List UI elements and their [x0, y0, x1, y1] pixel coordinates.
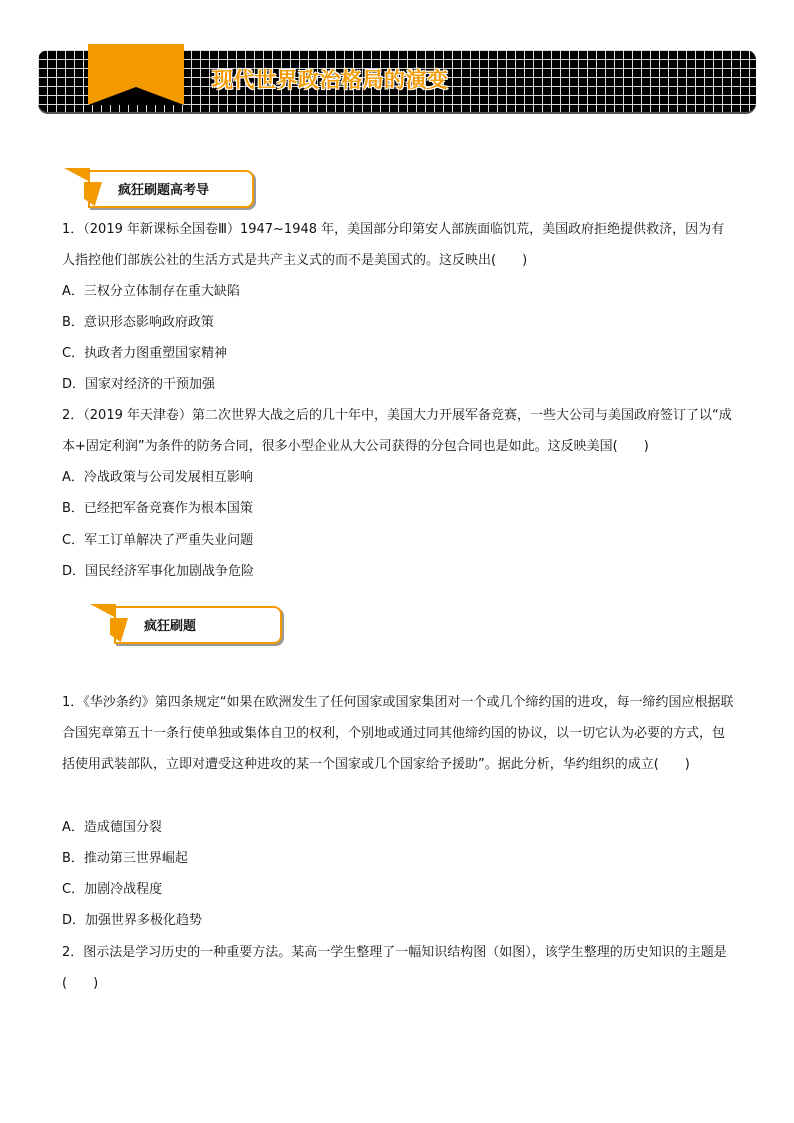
question-option: C．执政者力图重塑国家精神	[62, 346, 228, 361]
question-option: C．军工订单解决了严重失业问题	[62, 533, 254, 548]
section-label: 疯狂刷题高考导	[118, 183, 210, 198]
tag-fold-decoration	[110, 618, 128, 642]
page-title: 现代世界政治格局的演变	[212, 67, 449, 92]
question-option: A．冷战政策与公司发展相互影响	[62, 470, 253, 485]
section-tag-practice	[114, 606, 282, 644]
question-option: D．国民经济军事化加剧战争危险	[62, 564, 255, 579]
section-tag-gaokao	[88, 170, 254, 208]
question-stem: 2．（2019 年天津卷）第二次世界大战之后的几十年中，美国大力开展军备竞赛，一些大公司与美国政府签订了以“成本+固定利润”为条件的防务合同，很多小型企业从大公司获得的分包合同也是如此。这反映美国( )	[62, 408, 732, 454]
question-option: C．加剧冷战程度	[62, 882, 163, 897]
question-stem: 1．《华沙条约》第四条规定“如果在欧洲发生了任何国家或国家集团对一个或几个缔约国的进攻，每一缔约国应根据联合国宪章第五十一条行使单独或集体自卫的权利，个别地或通过同其他缔约国的协议，以一切它认为必要的方式，包括使用武装部队，立即对遭受这种进攻的某一个国家或几个国家给予援助”。据此分析，华约组织的成立( )	[62, 695, 734, 772]
question-option: B．已经把军备竞赛作为根本国策	[62, 501, 253, 516]
question-stem: 1．（2019 年新课标全国卷Ⅲ）1947~1948 年，美国部分印第安人部族面临饥荒，美国政府拒绝提供救济，因为有人指控他们部族公社的生活方式是共产主义式的而不是美国式的。这反映出( )	[62, 222, 725, 268]
banner-flag	[88, 44, 184, 104]
section-label: 疯狂刷题	[144, 619, 197, 634]
tag-tab-decoration	[64, 168, 90, 182]
question-option: B．推动第三世界崛起	[62, 851, 188, 866]
tag-fold-decoration	[84, 182, 102, 206]
tag-tab-decoration	[90, 604, 116, 618]
question-option: B．意识形态影响政府政策	[62, 315, 214, 330]
question-option: A．三权分立体制存在重大缺陷	[62, 284, 240, 299]
question-option: D．加强世界多极化趋势	[62, 913, 203, 928]
question-option: D．国家对经济的干预加强	[62, 377, 216, 392]
question-option: A．造成德国分裂	[62, 820, 162, 835]
question-stem: 2．图示法是学习历史的一种重要方法。某高一学生整理了一幅知识结构图（如图），该学生整理的历史知识的主题是( )	[62, 945, 727, 991]
